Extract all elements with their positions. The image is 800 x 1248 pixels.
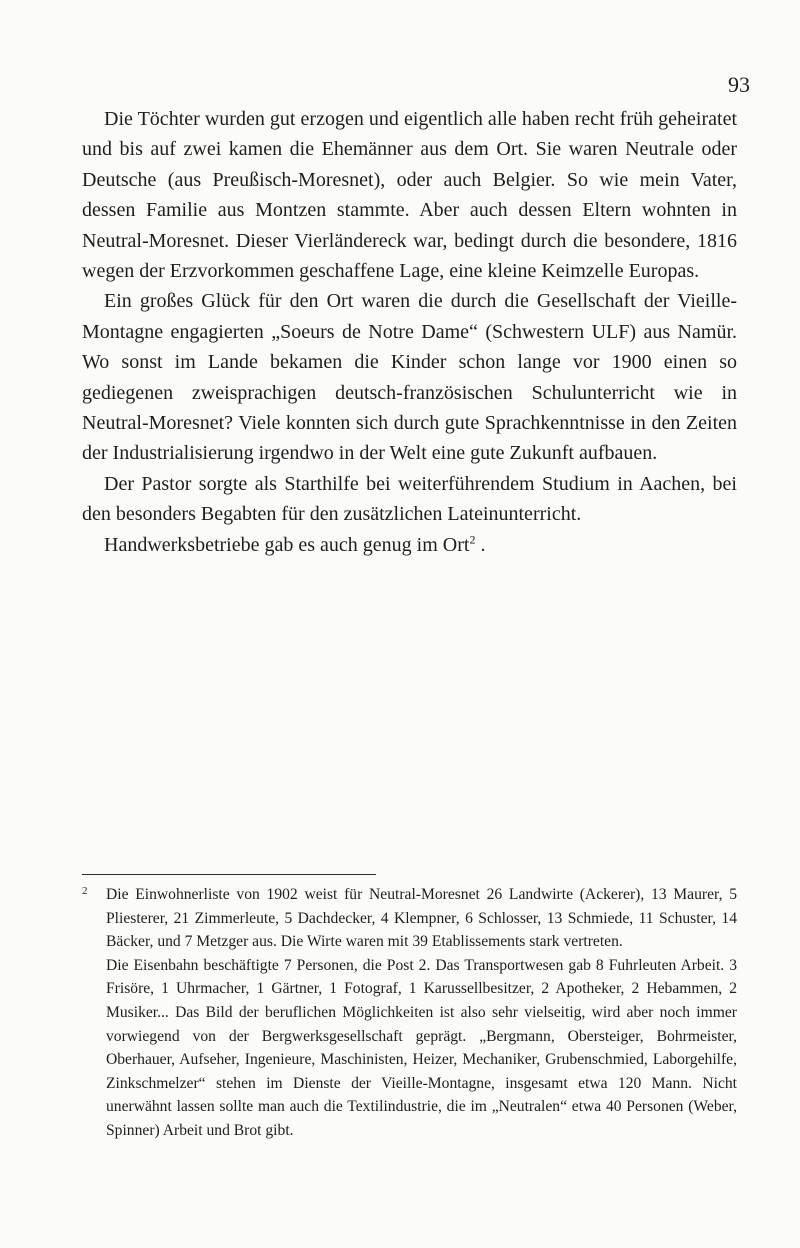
- main-text: [82, 104, 737, 560]
- paragraph-3: Der Pastor sorgte als Starthilfe bei weiterführendem Studium in Aachen, bei den besonders Begabten für den zusätzlichen Lateinunterricht.: [82, 472, 737, 526]
- footnote-paragraph-2: Die Eisenbahn beschäftigte 7 Personen, die Post 2. Das Transportwesen gab 8 Fuhrleuten Arbeit. 3 Frisöre, 1 Uhrmacher, 1 Gärtner, 1 Fotograf, 1 Karussellbesitzer, 2 Apotheker, 2 Hebammen, 2 Musiker... Das Bild der beruflichen Möglichkeiten ist also sehr vielseitig, wird aber noch immer vorwiegend von der Bergwerksgesellschaft geprägt. „Bergmann, Obersteiger, Bohrmeister, Oberhauer, Aufseher, Ingenieure, Maschinisten, Heizer, Mechaniker, Grubenschmied, Laborgehilfe, Zinkschmelzer“ stehen im Dienste der Vieille-Montagne, insgesamt etwa 120 Mann. Nicht unerwähnt lassen sollte man auch die Textilindustrie, die im „Neutralen“ etwa 40 Personen (Weber, Spinner) Arbeit und Brot gibt.: [106, 956, 737, 1139]
- footnote-marker: 2: [82, 885, 88, 897]
- footnote-paragraph-1: Die Einwohnerliste von 1902 weist für Neutral-Moresnet 26 Landwirte (Ackerer), 13 Maurer, 5 Pliesterer, 21 Zimmerleute, 5 Dachdecker, 4 Klempner, 6 Schlosser, 13 Schmiede, 11 Schuster, 14 Bäcker, und 7 Metzger aus. Die Wirte waren mit 39 Etablissements stark vertreten.: [106, 886, 737, 951]
- paragraph-2: Ein großes Glück für den Ort waren die durch die Gesellschaft der Vieille-Montagne engagierten „Soeurs de Notre Dame“ (Schwestern ULF) aus Namür. Wo sonst im Lande bekamen die Kinder schon lange vor 1900 einen so gediegenen zweisprachigen deutsch-französischen Schulunterricht wie in Neutral-Moresnet? Viele konnten sich durch gute Sprachkenntnisse in den Zeiten der Industrialisierung irgendwo in der Welt eine gute Zukunft aufbauen.: [82, 290, 737, 465]
- footnote-reference: 2: [469, 532, 476, 547]
- paragraph-4-text: Handwerksbetriebe gab es auch genug im Ort: [104, 533, 470, 556]
- paragraph-4-tail: .: [475, 533, 486, 556]
- footnotes: [82, 883, 737, 1143]
- footnote-divider: [82, 874, 376, 875]
- paragraph-1: Die Töchter wurden gut erzogen und eigentlich alle haben recht früh geheiratet und bis auf zwei kamen die Ehemänner aus dem Ort. Sie waren Neutrale oder Deutsche (aus Preußisch-Moresnet), oder auch Belgier. So wie mein Vater, dessen Familie aus Montzen stammte. Aber auch dessen Eltern wohnten in Neutral-Moresnet. Dieser Vierländereck war, bedingt durch die besondere, 1816 wegen der Erzvorkommen geschaffene Lage, eine kleine Keimzelle Europas.: [82, 108, 737, 283]
- paragraph-4: [82, 530, 737, 560]
- footnote-2: [82, 883, 737, 1143]
- page-number: 93: [728, 72, 750, 97]
